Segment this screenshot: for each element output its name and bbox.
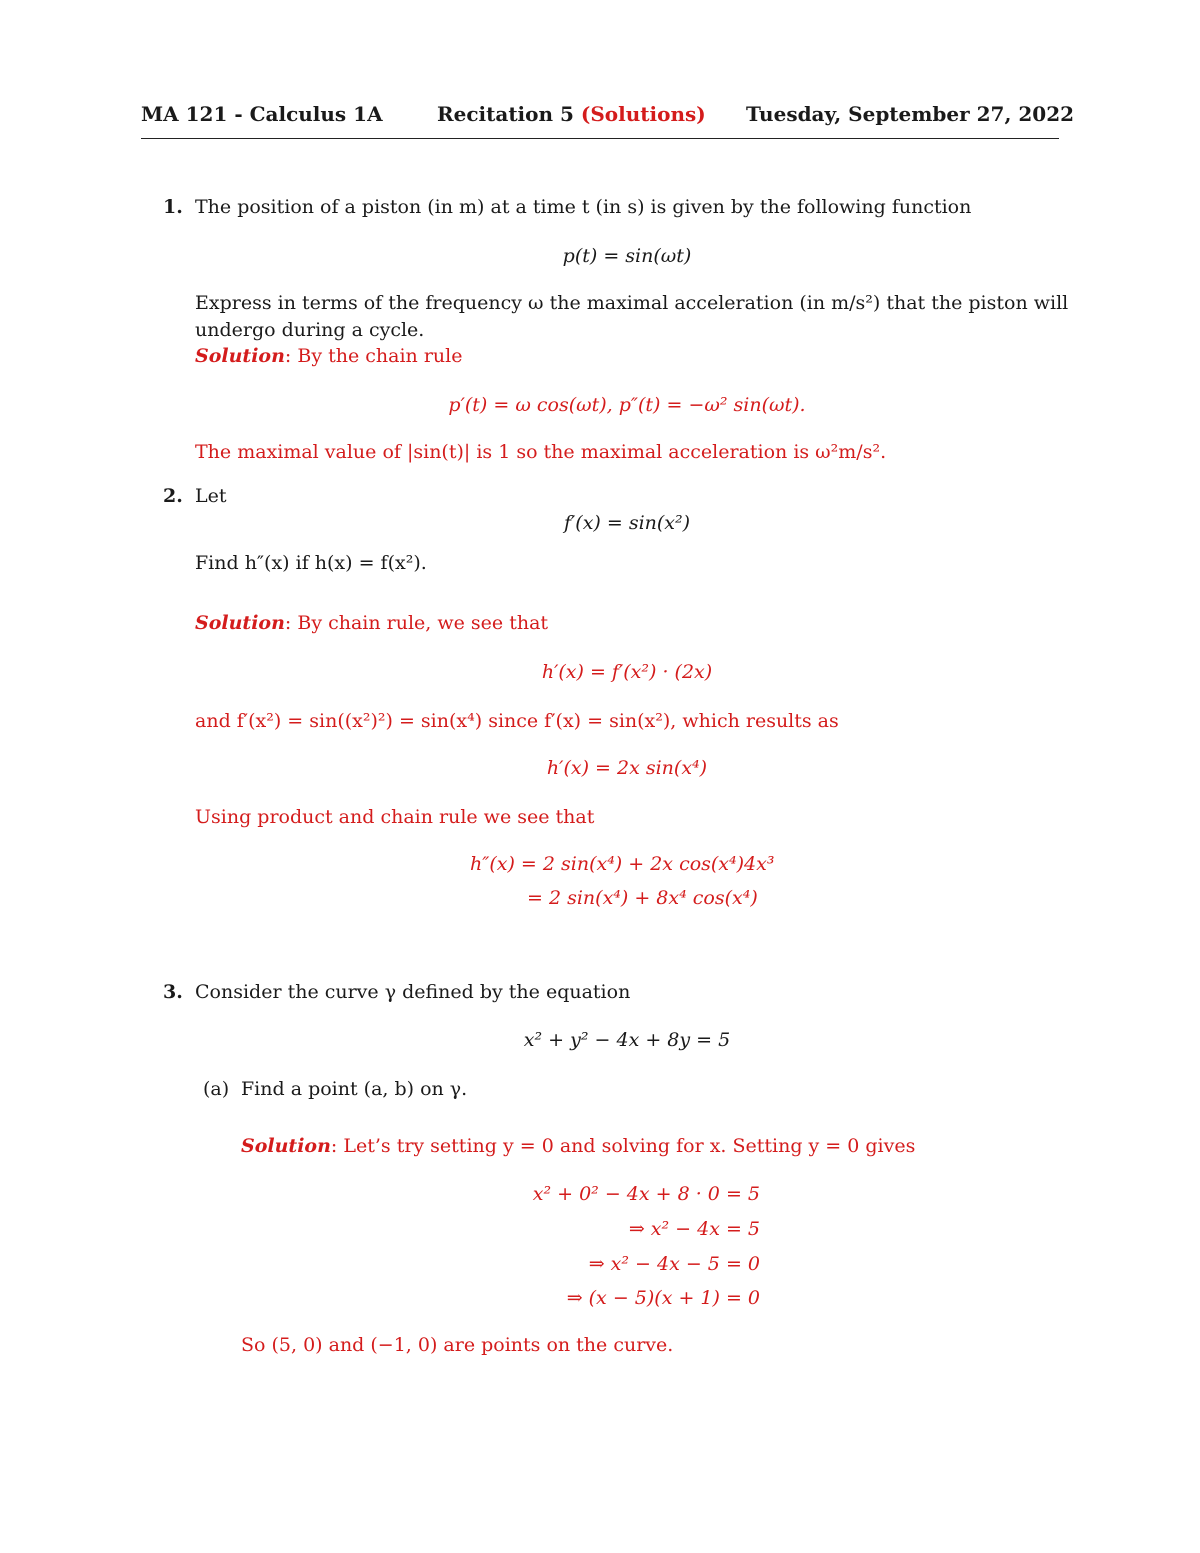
problem-statement: Find h″(x) if h(x) = f(x²). [195, 552, 427, 574]
problem-statement: Let [195, 485, 227, 507]
problem-number: 2. [163, 485, 183, 507]
solution-step: ⇒ (x − 5)(x + 1) = 0 [566, 1287, 760, 1309]
solution-label: Solution [195, 612, 285, 634]
solution-step: x² + 0² − 4x + 8 · 0 = 5 [532, 1183, 760, 1205]
solution-intro [195, 612, 548, 634]
equation: x² + y² − 4x + 8y = 5 [523, 1029, 731, 1051]
solution-intro-text: : By chain rule, we see that [284, 612, 549, 634]
recitation-title [437, 102, 706, 126]
header-rule [141, 138, 1059, 139]
solution-conclusion: The maximal value of |sin(t)| is 1 so the maximal acceleration is ω²m/s². [195, 441, 887, 463]
recitation-label: Recitation 5 [437, 102, 581, 126]
problem-number: 3. [163, 981, 183, 1003]
problem-statement: undergo during a cycle. [195, 319, 425, 341]
part-label: (a) [203, 1078, 230, 1100]
solution-intro [241, 1135, 915, 1157]
solutions-tag: (Solutions) [580, 102, 706, 126]
solution-text: Using product and chain rule we see that [195, 806, 595, 828]
solution-equation: = 2 sin(x⁴) + 8x⁴ cos(x⁴) [527, 887, 758, 909]
solution-equation: h″(x) = 2 sin(x⁴) + 2x cos(x⁴)4x³ [470, 853, 775, 875]
solution-label: Solution [195, 345, 285, 367]
problem-number: 1. [163, 196, 183, 218]
header-date: Tuesday, September 27, 2022 [746, 102, 1075, 126]
equation: f′(x) = sin(x²) [563, 512, 691, 534]
solution-label: Solution [241, 1135, 331, 1157]
solution-equation: h′(x) = f′(x²) · (2x) [541, 661, 713, 683]
solution-text: and f′(x²) = sin((x²)²) = sin(x⁴) since f′(x) = sin(x²), which results as [195, 710, 839, 732]
solution-intro-text: : By the chain rule [284, 345, 463, 367]
solution-step: ⇒ x² − 4x = 5 [628, 1218, 760, 1240]
solution-intro [195, 345, 462, 367]
problem-statement: Express in terms of the frequency ω the maximal acceleration (in m/s²) that the piston will [195, 292, 1069, 314]
equation: p(t) = sin(ωt) [562, 245, 692, 267]
solution-equation: p′(t) = ω cos(ωt), p″(t) = −ω² sin(ωt). [448, 394, 806, 416]
problem-statement: The position of a piston (in m) at a time t (in s) is given by the following function [195, 196, 972, 218]
problem-statement: Consider the curve γ defined by the equation [195, 981, 631, 1003]
solution-intro-text: : Let’s try setting y = 0 and solving for x. Setting y = 0 gives [330, 1135, 916, 1157]
part-text: Find a point (a, b) on γ. [241, 1078, 468, 1100]
solution-equation: h′(x) = 2x sin(x⁴) [546, 757, 708, 779]
course-title: MA 121 - Calculus 1A [141, 102, 383, 126]
solution-step: ⇒ x² − 4x − 5 = 0 [588, 1253, 760, 1275]
solution-conclusion: So (5, 0) and (−1, 0) are points on the curve. [241, 1334, 674, 1356]
